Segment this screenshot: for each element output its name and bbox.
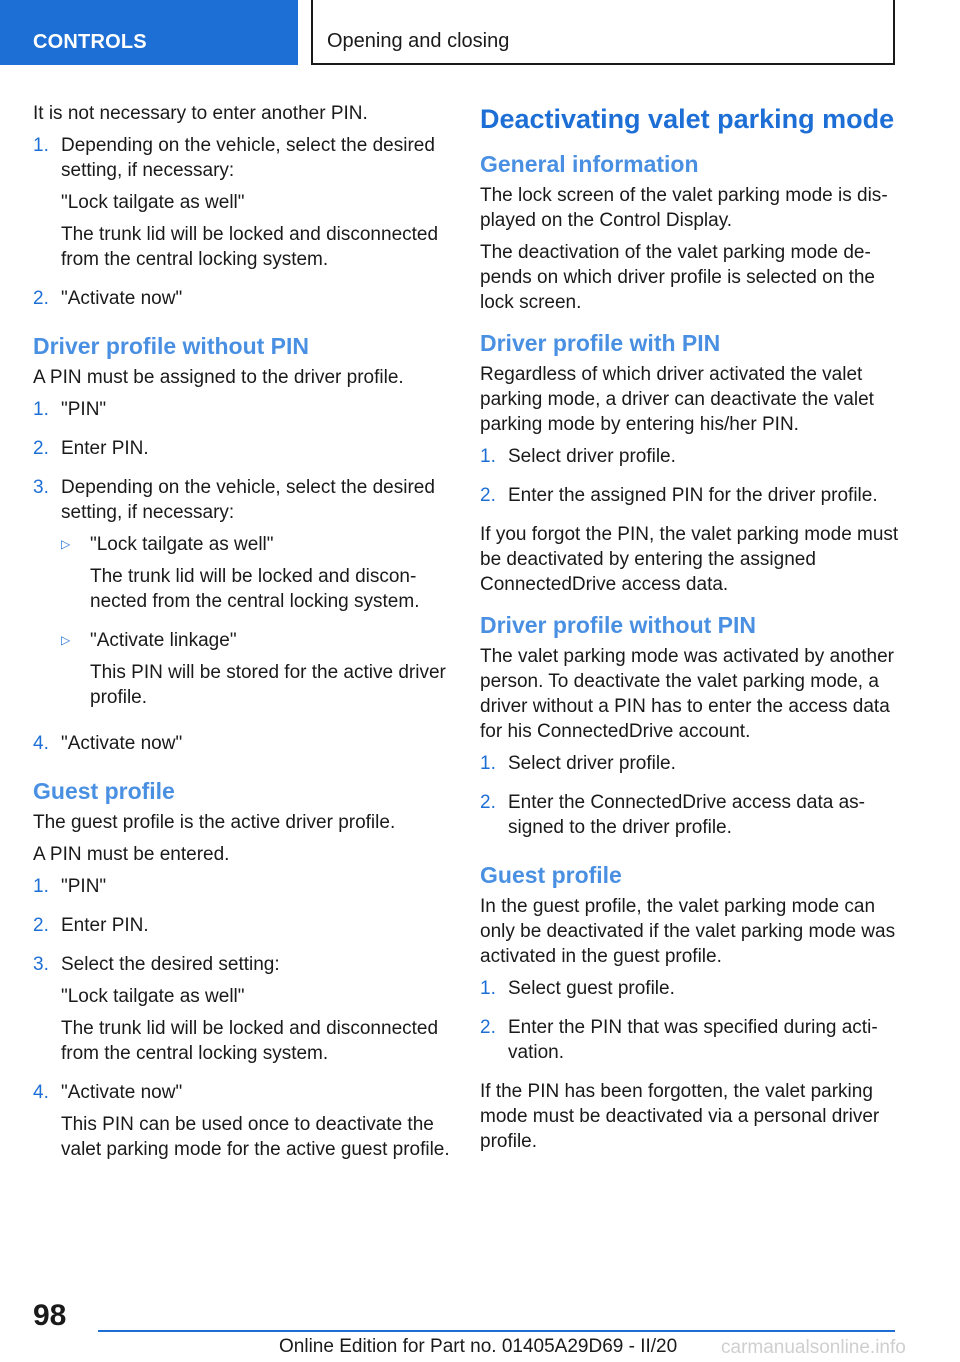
section-heading: General information [480,151,699,177]
section-heading: Driver profile with PIN [480,330,721,356]
step-text: "Activate now" [61,1082,183,1103]
step-text: Enter PIN. [61,438,149,459]
list-item [480,483,900,515]
list-item [480,790,900,847]
list-item [33,397,451,429]
paragraph: If the PIN has been forgotten, the valet parking mode must be deactivated via a personal driver profile. [480,1081,880,1152]
steps-list [33,397,451,763]
step-text: "PIN" [61,876,107,897]
step-number: 1. [33,399,49,420]
bullet-label: "Activate linkage" [90,630,237,651]
section-heading: Guest profile [480,862,622,888]
steps-list [33,874,451,1169]
bullet-item [61,532,451,621]
section-heading: Driver profile without PIN [33,333,310,359]
paragraph: In the guest profile, the valet parking mode can only be deactivated if the valet parking mode was activated in the guest profile. [480,896,896,967]
footer-divider [98,1330,895,1332]
paragraph: The lock screen of the valet parking mode is displayed on the Control Display. [480,185,888,231]
bullet-desc: The trunk lid will be locked and disconnected from the central locking system. [90,566,420,612]
step-text: Select driver profile. [508,446,676,467]
list-item [33,731,451,763]
step-text: Depending on the vehicle, select the desired setting, if necessary: [61,135,435,181]
main-heading: Deactivating valet parking mode [480,104,895,134]
bullet-item [61,628,451,717]
list-item [480,444,900,476]
list-item [33,475,451,724]
step-sub-text: "Lock tailgate as well" [61,986,245,1007]
step-text: Enter PIN. [61,915,149,936]
step-number: 3. [33,477,49,498]
bullet-label: "Lock tailgate as well" [90,534,274,555]
list-item [33,133,451,279]
step-number: 1. [480,753,496,774]
list-item [33,1080,451,1169]
triangle-right-icon: ▷ [61,537,71,551]
step-number: 3. [33,954,49,975]
step-sub-text: This PIN can be used once to deactivate the valet parking mode for the active guest profile. [61,1114,450,1160]
step-text: "Activate now" [61,733,183,754]
step-number: 2. [480,792,496,813]
triangle-right-icon: ▷ [61,633,71,647]
right-column [480,101,900,1161]
steps-list [480,751,900,847]
paragraph: The deactivation of the valet parking mode depends on which driver profile is selected on the lock screen. [480,242,876,313]
steps-list [480,444,900,515]
steps-list [480,976,900,1072]
list-item [480,1015,900,1072]
step-text: "PIN" [61,399,107,420]
paragraph: Regardless of which driver activated the valet parking mode, a driver can deactivate the valet parking mode by entering his/her PIN. [480,364,874,435]
chapter-tab: Opening and closing [311,0,895,65]
watermark: carmanualsonline.info [721,1337,906,1358]
step-number: 2. [480,1017,496,1038]
step-text: Enter the assigned PIN for the driver profile. [508,485,878,506]
step-text: Select driver profile. [508,753,676,774]
list-item [33,286,451,318]
step-number: 4. [33,733,49,754]
step-number: 1. [480,446,496,467]
intro-text: It is not necessary to enter another PIN. [33,103,368,124]
paragraph: A PIN must be assigned to the driver profile. [33,367,404,388]
paragraph: The guest profile is the active driver profile. [33,812,396,833]
bullet-desc: This PIN will be stored for the active driver profile. [90,662,446,708]
list-item [480,751,900,783]
step-text: Enter the ConnectedDrive access data assigned to the driver profile. [508,792,865,838]
edition-note: Online Edition for Part no. 01405A29D69 - II/20 [279,1336,678,1357]
list-item [33,913,451,945]
step-number: 1. [33,876,49,897]
paragraph: If you forgot the PIN, the valet parking mode must be deactivated by entering the assigned ConnectedDrive access data. [480,524,899,595]
list-item [33,952,451,1073]
step-text: Depending on the vehicle, select the desired setting, if necessary: [61,477,435,523]
steps-list [33,133,451,318]
step-number: 2. [33,288,49,309]
paragraph: The valet parking mode was activated by another person. To deactivate the valet parking mode, a driver without a PIN has to enter the access data for his ConnectedDrive account. [480,646,895,742]
section-heading: Driver profile without PIN [480,612,757,638]
page-number: 98 [33,1299,67,1332]
step-number: 2. [33,438,49,459]
step-sub-text: "Lock tailgate as well" [61,192,245,213]
list-item [480,976,900,1008]
step-number: 1. [33,135,49,156]
step-number: 2. [480,485,496,506]
step-text: Select guest profile. [508,978,675,999]
step-text: Select the desired setting: [61,954,280,975]
step-number: 1. [480,978,496,999]
step-text: "Activate now" [61,288,183,309]
step-sub-text: The trunk lid will be locked and disconnected from the central locking system. [61,224,439,270]
section-heading: Guest profile [33,778,175,804]
list-item [33,436,451,468]
step-text: Enter the PIN that was specified during activation. [508,1017,878,1063]
step-number: 2. [33,915,49,936]
paragraph: A PIN must be entered. [33,844,230,865]
list-item [33,874,451,906]
left-column [33,101,451,1176]
step-sub-text: The trunk lid will be locked and disconnected from the central locking system. [61,1018,439,1064]
step-number: 4. [33,1082,49,1103]
section-tab: CONTROLS [0,0,298,65]
